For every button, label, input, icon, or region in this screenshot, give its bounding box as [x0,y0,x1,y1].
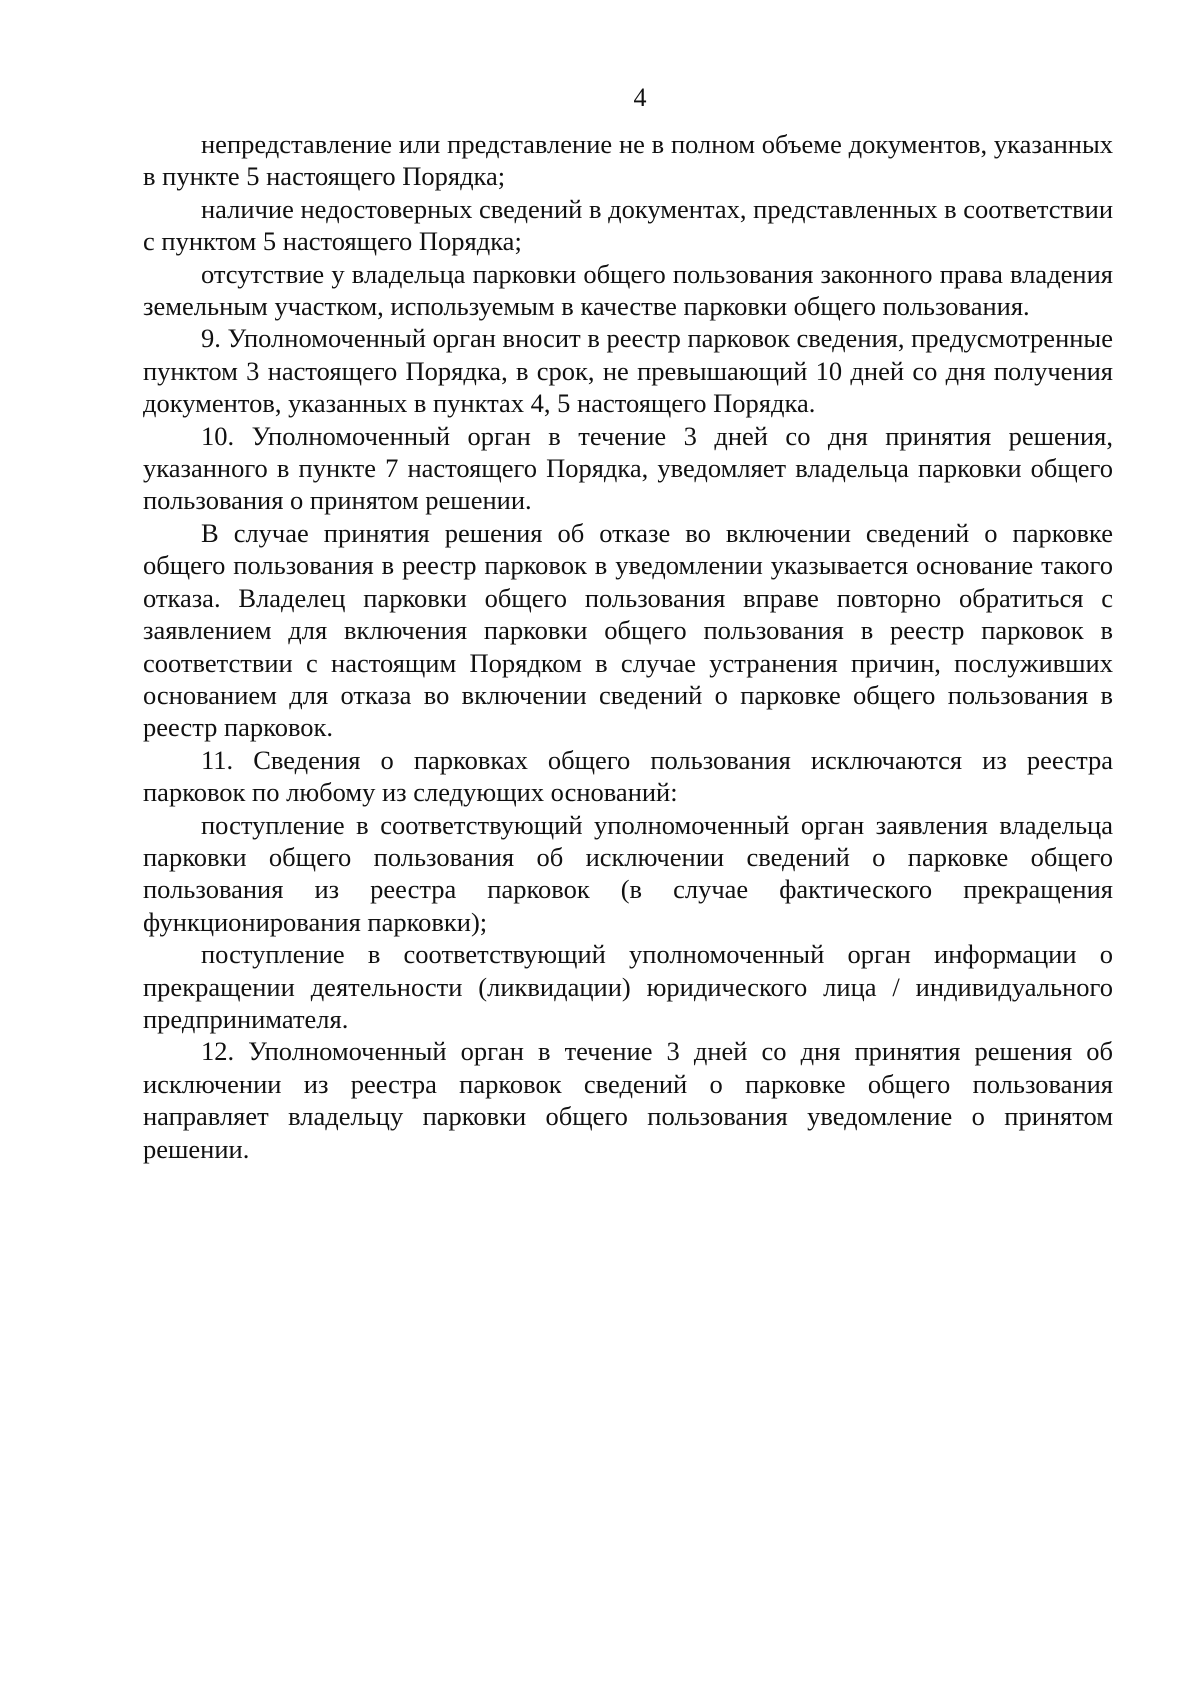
paragraph-item-11: 11. Сведения о парковках общего пользования исключаются из реестра парковок по любому из следующих оснований: [143,744,1113,808]
paragraph-owner-request: поступление в соответствующий уполномоченный орган заявления владельца парковки общего пользования об исключении сведений о парковке общего пользования из реестра парковок (в случае фактического прекращения функционирования парковки); [143,809,1113,937]
paragraph-item-10: 10. Уполномоченный орган в течение 3 дней со дня принятия решения, указанного в пункте 7 настоящего Порядка, уведомляет владельца парковки общего пользования о принятом решении. [143,420,1113,516]
document-body [143,128,1113,1165]
paragraph-refusal-notice: В случае принятия решения об отказе во включении сведений о парковке общего пользования в реестр парковок в уведомлении указывается основание такого отказа. Владелец парковки общего пользования вправе повторно обратиться с заявлением для включения парковки общего пользования в реестр парковок в соответствии с настоящим Порядком в случае устранения причин, послуживших основанием для отказа во включении сведений о парковке общего пользования в реестр парковок. [143,517,1113,743]
paragraph-false-information: наличие недостоверных сведений в документах, представленных в соответствии с пунктом 5 настоящего Порядка; [143,193,1113,257]
paragraph-item-9: 9. Уполномоченный орган вносит в реестр парковок сведения, предусмотренные пунктом 3 настоящего Порядка, в срок, не превышающий 10 дней со дня получения документов, указанных в пунктах 4, 5 настоящего Порядка. [143,323,1113,419]
paragraph-liquidation-info: поступление в соответствующий уполномоченный орган информации о прекращении деятельности (ликвидации) юридического лица / индивидуального предпринимателя. [143,939,1113,1034]
paragraph-incomplete-documents: непредставление или представление не в полном объеме документов, указанных в пункте 5 настоящего Порядка; [143,129,1113,192]
page-number: 4 [633,83,647,112]
paragraph-item-12: 12. Уполномоченный орган в течение 3 дней со дня принятия решения об исключении из реестра парковок сведений о парковке общего пользования направляет владельцу парковки общего пользования уведомление о принятом решении. [143,1036,1113,1164]
paragraph-no-land-rights: отсутствие у владельца парковки общего пользования законного права владения земельным участком, используемым в качестве парковки общего пользования. [143,258,1113,322]
